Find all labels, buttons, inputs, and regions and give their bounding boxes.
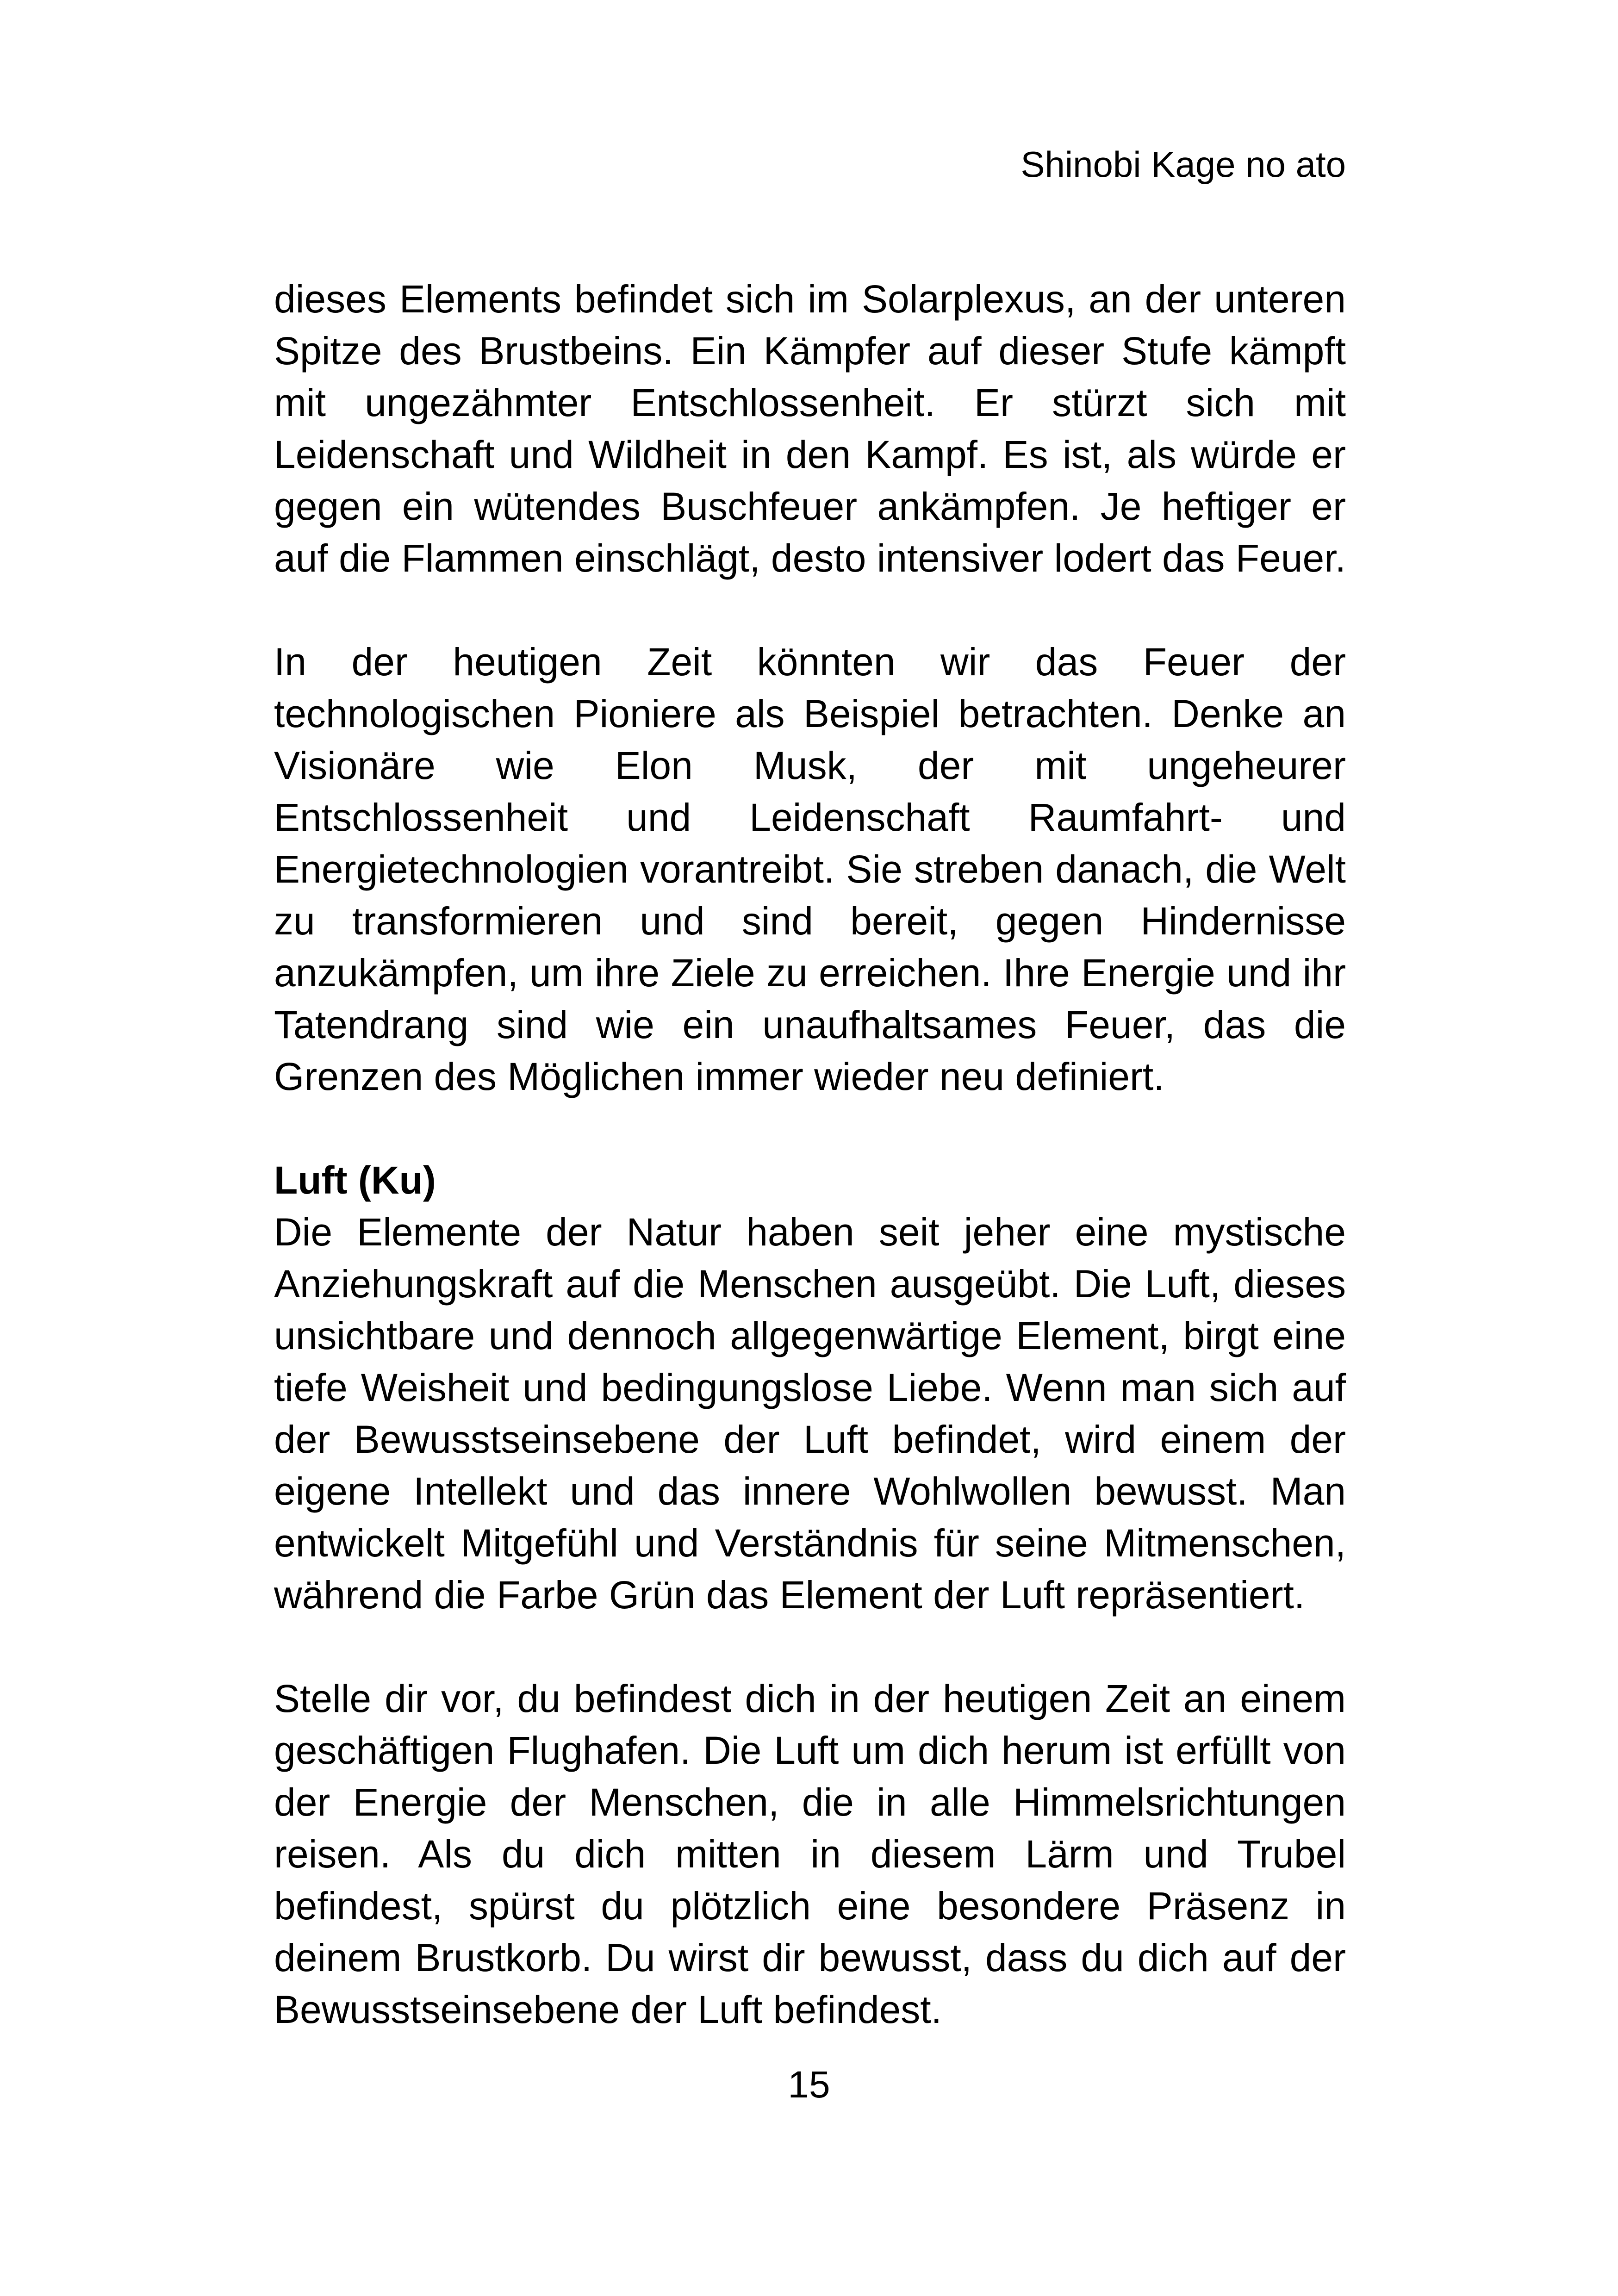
paragraph-airport-scene: Stelle dir vor, du befindest dich in der heutigen Zeit an einem geschäftigen Flughafen. Die Luft um dich herum ist erfüllt von der Energie der Menschen, die in alle Himmelsrichtungen reisen. Als du dich mitten in diesem Lärm und Trubel befindest, spürst du plötzlich eine besondere Präsenz in deinem Brustkorb. Du wirst dir bewusst, dass du dich auf der Bewusstseinsebene der Luft befindest. [274,1677,1346,2031]
running-header-title: Shinobi Kage no ato [1021,144,1346,185]
page-number: 15 [788,2064,830,2106]
paragraph-fire-continued: dieses Elements befindet sich im Solarplexus, an der unteren Spitze des Brustbeins. Ein Kämpfer auf dieser Stufe kämpft mit ungezähmter Entschlossenheit. Er stürzt sich mit Leidenschaft und Wildheit in den Kampf. Es ist, als würde er gegen ein wütendes Buschfeuer ankämpfen. Je heftiger er auf die Flammen einschlägt, desto intensiver lodert das Feuer. [274,277,1346,580]
paragraph-technology-pioneers: In der heutigen Zeit könnten wir das Feuer der technologischen Pioniere als Beispiel betrachten. Denke an Visionäre wie Elon Musk, der mit ungeheurer Entschlossenheit und Leidenschaft Raumfahrt- und Energietechnologien vorantreibt. Sie streben danach, die Welt zu transformieren und sind bereit, gegen Hindernisse anzukämpfen, um ihre Ziele zu erreichen. Ihre Energie und ihr Tatendrang sind wie ein unaufhaltsames Feuer, das die Grenzen des Möglichen immer wieder neu definiert. [274,640,1346,1098]
section-heading-air: Luft (Ku) [274,1158,436,1202]
paragraph-air-element: Die Elemente der Natur haben seit jeher eine mystische Anziehungskraft auf die Menschen ausgeübt. Die Luft, dieses unsichtbare und dennoch allgegenwärtige Element, birgt eine tiefe Weisheit und bedingungslose Liebe. Wenn man sich auf der Bewusstseinsebene der Luft befindet, wird einem der eigene Intellekt und das innere Wohlwollen bewusst. Man entwickelt Mitgefühl und Verständnis für seine Mitmenschen, während die Farbe Grün das Element der Luft repräsentiert. [274,1210,1346,1617]
page-body [274,273,1346,2035]
